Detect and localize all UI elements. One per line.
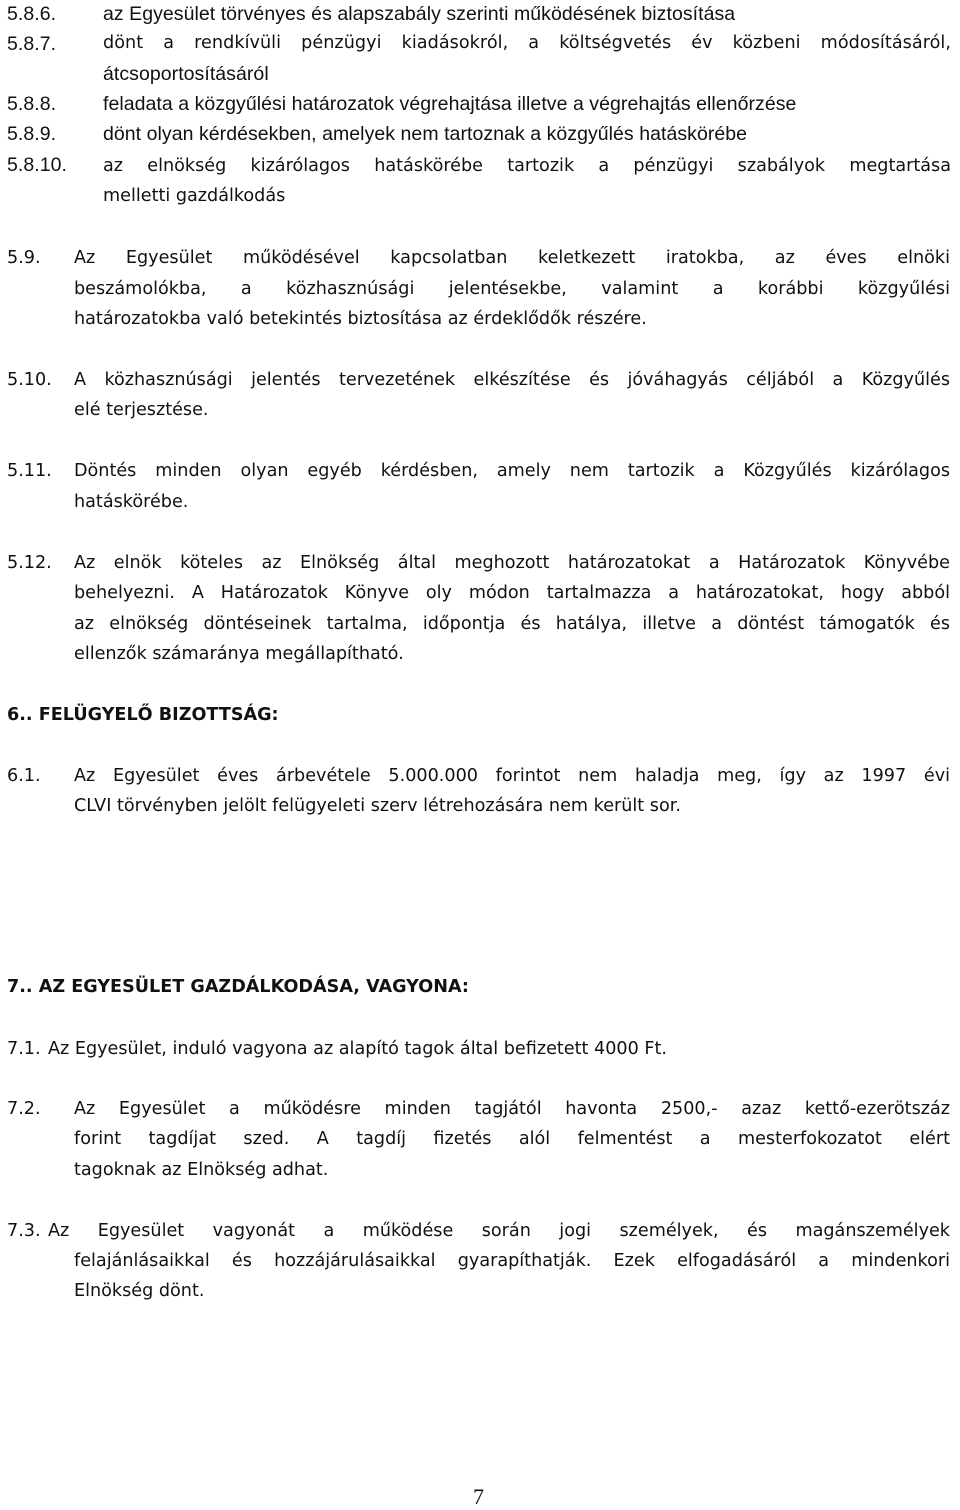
item-text: Az Egyesület működésével kapcsolatban keletkezett iratokba, az éves elnöki (74, 248, 950, 268)
item-text: hatáskörébe. (74, 492, 189, 512)
item-text: Döntés minden olyan egyéb kérdésben, amely nem tartozik a Közgyűlés kizárólagos (74, 461, 950, 481)
item-text: CLVI törvényben jelölt felügyeleti szerv létrehozására nem került sor. (74, 796, 681, 816)
sub-item-text: dönt olyan kérdésekben, amelyek nem tartoznak a közgyűlés hatáskörébe (103, 123, 748, 145)
item-text: forint tagdíjat szed. A tagdíj fizetés alól felmentést a mesterfokozatot elért (74, 1129, 950, 1149)
sub-item-text: az Egyesület törvényes és alapszabály szerinti működésének biztosítása (103, 3, 736, 25)
item-text: tagoknak az Elnökség adhat. (74, 1160, 329, 1180)
item-text: elé terjesztése. (74, 400, 209, 420)
item-text: Az elnök köteles az Elnökség által meghozott határozatokat a Határozatok Könyvébe (74, 553, 950, 573)
item-text: felajánlásaikkal és hozzájárulásaikkal gyarapíthatják. Ezek elfogadásáról a mindenkori (74, 1251, 950, 1271)
item-text: A közhasznúsági jelentés tervezetének elkészítése és jóváhagyás céljából a Közgyűlés (74, 370, 950, 390)
item-text: Elnökség dönt. (74, 1281, 205, 1301)
item-text: ellenzők számaránya megállapítható. (74, 644, 404, 664)
item-number: 5.10. (7, 370, 52, 390)
item-number: 5.11. (7, 461, 52, 481)
item-text: behelyezni. A Határozatok Könyve oly módon tartalmazza a határozatokat, hogy abból (74, 583, 950, 603)
item-number: 6.1. (7, 766, 41, 786)
item-text: Az Egyesület, induló vagyona az alapító tagok által befizetett 4000 Ft. (48, 1039, 667, 1059)
section-6-heading: 6.. FELÜGYELŐ BIZOTTSÁG: (7, 705, 279, 725)
item-text: Az Egyesület a működésre minden tagjától havonta 2500,- azaz kettő-ezerötszáz (74, 1099, 950, 1119)
item-text: Az Egyesület éves árbevétele 5.000.000 forintot nem haladja meg, így az 1997 évi (74, 766, 950, 786)
sub-item-text: az elnökség kizárólagos hatáskörébe tartozik a pénzügyi szabályok megtartása (103, 156, 951, 176)
sub-item-number: 5.8.7. (7, 33, 57, 55)
item-text: határozatokba való betekintés biztosítása az érdeklődők részére. (74, 309, 647, 329)
item-number: 5.12. (7, 553, 52, 573)
sub-item-text: dönt a rendkívüli pénzügyi kiadásokról, a költségvetés év közbeni módosításáról, (103, 33, 951, 53)
item-number: 7.2. (7, 1099, 41, 1119)
sub-item-text: átcsoportosításáról (103, 63, 269, 85)
section-7-heading: 7.. AZ EGYESÜLET GAZDÁLKODÁSA, VAGYONA: (7, 977, 469, 997)
sub-item-text: feladata a közgyűlési határozatok végrehajtása illetve a végrehajtás ellenőrzése (103, 93, 797, 115)
sub-item-number: 5.8.8. (7, 93, 57, 115)
item-number: 7.1. (7, 1039, 41, 1059)
sub-item-number: 5.8.10. (7, 154, 67, 176)
item-text: az elnökség döntéseinek tartalma, időpontja és hatálya, illetve a döntést támogatók és (74, 614, 950, 634)
sub-item-text: melletti gazdálkodás (103, 186, 286, 206)
item-number: 5.9. (7, 248, 41, 268)
page-number: 7 (473, 1484, 484, 1509)
sub-item-number: 5.8.9. (7, 123, 57, 145)
item-text: beszámolókba, a közhasznúsági jelentésekbe, valamint a korábbi közgyűlési (74, 279, 950, 299)
sub-item-number: 5.8.6. (7, 3, 57, 25)
item-number: 7.3. (7, 1221, 41, 1241)
item-text: Az Egyesület vagyonát a működése során jogi személyek, és magánszemélyek (48, 1221, 950, 1241)
